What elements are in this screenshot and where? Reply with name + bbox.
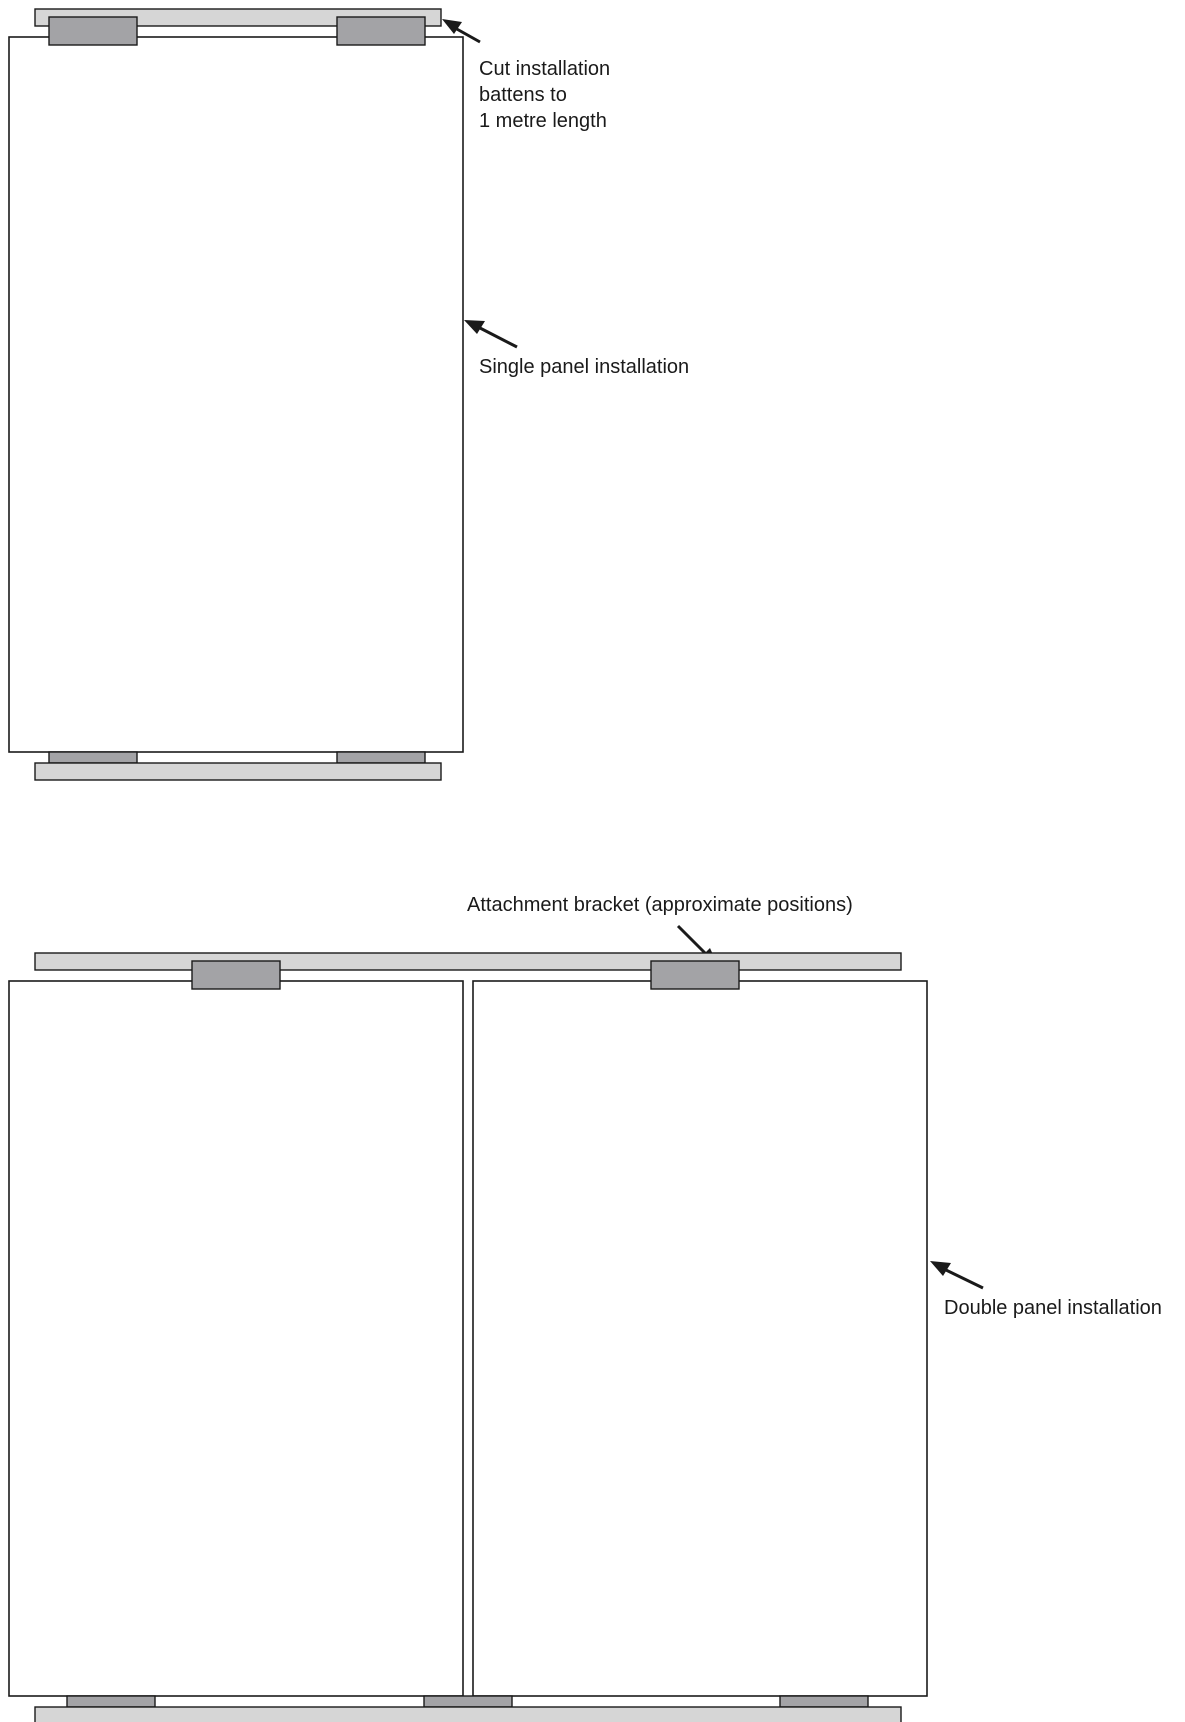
- attachment-bracket: [780, 1696, 868, 1707]
- attachment-bracket: [192, 961, 280, 989]
- attachment-bracket-label: Attachment bracket (approximate positions): [467, 894, 853, 916]
- attachment-bracket: [49, 752, 137, 763]
- right-panel: [473, 981, 927, 1696]
- attachment-bracket: [337, 752, 425, 763]
- attachment-bracket: [424, 1696, 512, 1707]
- attachment-bracket: [67, 1696, 155, 1707]
- cut-battens-label: Cut installation battens to 1 metre length: [479, 58, 611, 132]
- bottom-batten: [35, 763, 441, 780]
- single-panel-group: [9, 9, 463, 780]
- top-batten: [35, 953, 901, 970]
- double-panel-label: Double panel installation: [944, 1297, 1162, 1319]
- arrow-icon: [930, 1261, 983, 1288]
- arrow-icon: [464, 320, 517, 347]
- single-panel-label: Single panel installation: [479, 356, 690, 378]
- left-panel: [9, 981, 463, 1696]
- bottom-batten: [35, 1707, 901, 1722]
- single-panel: [9, 37, 463, 752]
- double-panel-group: [9, 953, 927, 1722]
- attachment-bracket: [49, 17, 137, 45]
- attachment-bracket: [651, 961, 739, 989]
- attachment-bracket: [337, 17, 425, 45]
